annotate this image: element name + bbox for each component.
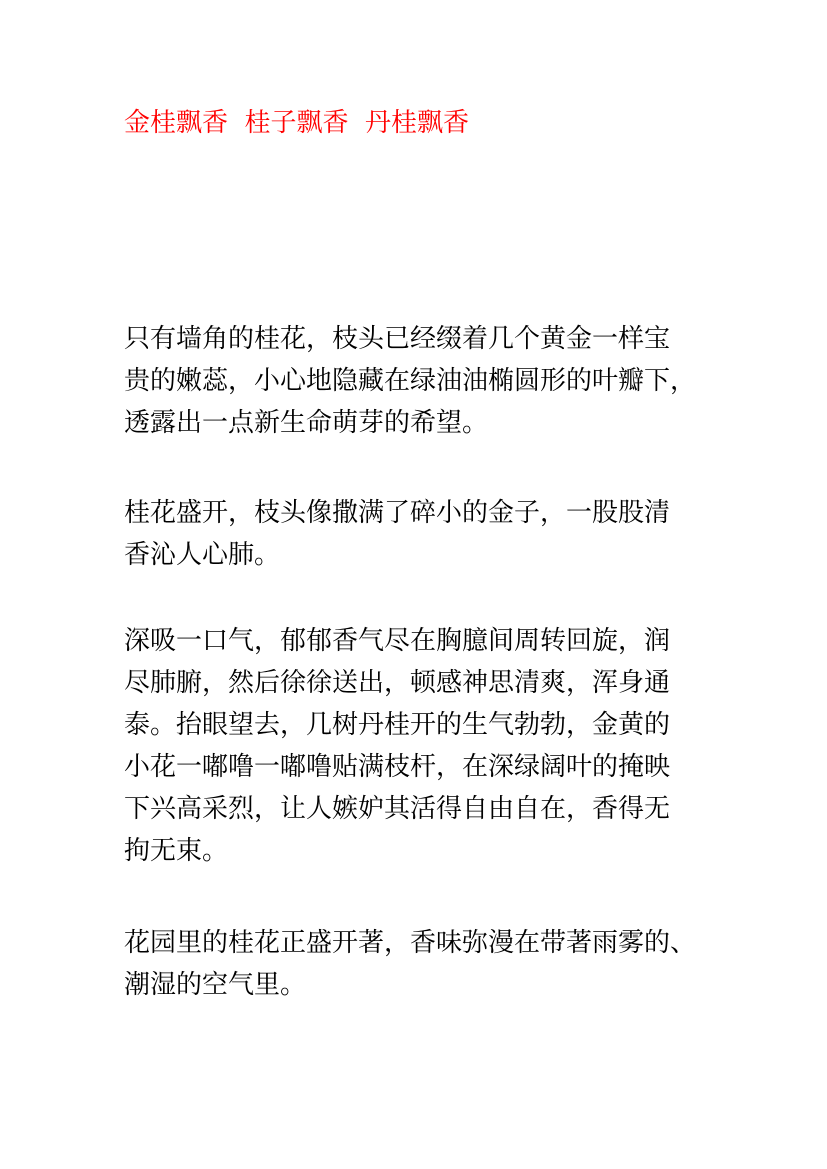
paragraph-line: 拘无束。 <box>124 836 229 866</box>
paragraph-2 <box>124 492 708 576</box>
paragraph-line: 潮湿的空气里。 <box>124 970 307 1000</box>
document-title: 金桂飘香 桂子飘香 丹桂飘香 <box>124 108 470 138</box>
paragraph-line: 小花一嘟噜一嘟噜贴满枝杆，在深绿阔叶的掩映 <box>124 752 671 782</box>
paragraph-line: 下兴高采烈，让人嫉妒其活得自由自在，香得无 <box>124 794 671 824</box>
paragraph-4 <box>124 922 708 1006</box>
paragraph-line: 香沁人心肺。 <box>124 540 281 570</box>
paragraph-line: 只有墙角的桂花，枝头已经缀着几个黄金一样宝 <box>124 324 671 354</box>
paragraph-line: 尽肺腑，然后徐徐送出，顿感神思清爽，浑身通 <box>124 668 671 698</box>
paragraph-line: 桂花盛开，枝头像撒满了碎小的金子，一股股清 <box>124 498 671 528</box>
paragraph-line: 透露出一点新生命萌芽的希望。 <box>124 408 489 438</box>
paragraph-1 <box>124 318 708 444</box>
paragraph-line: 深吸一口气，郁郁香气尽在胸臆间周转回旋，润 <box>124 626 671 656</box>
paragraph-3 <box>124 620 708 872</box>
paragraph-line: 泰。抬眼望去，几树丹桂开的生气勃勃，金黄的 <box>124 710 671 740</box>
paragraph-line: 贵的嫩蕊，小心地隐藏在绿油油椭圆形的叶瓣下， <box>124 366 697 396</box>
paragraph-line: 花园里的桂花正盛开著，香味弥漫在带著雨雾的、 <box>124 928 697 958</box>
